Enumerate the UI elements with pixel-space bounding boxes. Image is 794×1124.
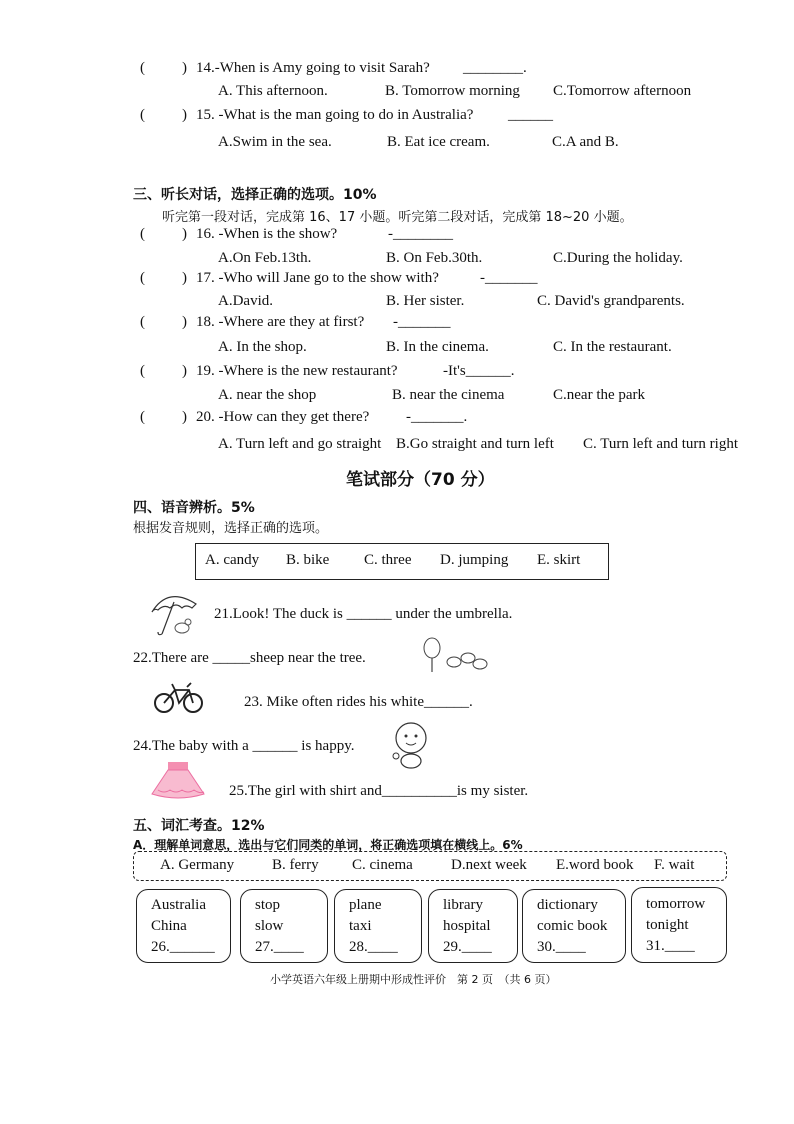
option-a: A.On Feb.13th. xyxy=(218,250,312,266)
written-part-title: 笔试部分（70 分） xyxy=(346,470,495,490)
choice-f: F. wait xyxy=(654,857,695,873)
word-group-box xyxy=(136,889,231,963)
answer-blank: 26.______ xyxy=(151,939,215,955)
word: stop xyxy=(255,897,281,913)
choice-b: B. bike xyxy=(286,552,330,568)
answer-paren-open: ( xyxy=(140,270,145,286)
answer-paren-close: ) xyxy=(182,60,187,76)
question-22: 22.There are _____sheep near the tree. xyxy=(133,650,366,666)
question-18: 18. -Where are they at first? xyxy=(196,314,365,330)
word-group-box xyxy=(428,889,518,963)
choice-a: A. Germany xyxy=(160,857,235,873)
word-group-box xyxy=(631,887,727,963)
option-c: C. In the restaurant. xyxy=(553,339,672,355)
choice-c: C. three xyxy=(364,552,412,568)
choice-e: E. skirt xyxy=(537,552,581,568)
section-3-instruction: 听完第一段对话，完成第 16、17 小题。听完第二段对话，完成第 18~20 小题。 xyxy=(162,210,633,225)
bike-picture xyxy=(153,678,205,716)
answer-paren-close: ) xyxy=(182,314,187,330)
section-4-title: 四、语音辨析。5% xyxy=(133,500,255,516)
answer-paren-close: ) xyxy=(182,363,187,379)
question-21: 21.Look! The duck is ______ under the umbrella. xyxy=(214,606,513,622)
choice-e: E.word book xyxy=(556,857,634,873)
answer-blank: ______ xyxy=(508,107,553,123)
option-a: A. near the shop xyxy=(218,387,317,403)
question-23: 23. Mike often rides his white______. xyxy=(244,694,473,710)
option-b: B. Eat ice cream. xyxy=(387,134,490,150)
answer-paren-open: ( xyxy=(140,107,145,123)
answer-blank: -_______ xyxy=(480,270,538,286)
word: library xyxy=(443,897,483,913)
word-group-box xyxy=(522,889,626,963)
choice-c: C. cinema xyxy=(352,857,413,873)
word: dictionary xyxy=(537,897,598,913)
tree-sheep-picture xyxy=(420,636,490,676)
question-14: 14.-When is Amy going to visit Sarah? xyxy=(196,60,430,76)
answer-blank: 28.____ xyxy=(349,939,398,955)
vocab-choices-box xyxy=(133,851,727,881)
option-b: B. On Feb.30th. xyxy=(386,250,483,266)
word: hospital xyxy=(443,918,491,934)
section-4-instruction: 根据发音规则，选择正确的选项。 xyxy=(133,521,329,536)
answer-paren-open: ( xyxy=(140,314,145,330)
answer-paren-close: ) xyxy=(182,226,187,242)
option-c: C.During the holiday. xyxy=(553,250,683,266)
answer-blank: -_______ xyxy=(393,314,451,330)
answer-paren-open: ( xyxy=(140,409,145,425)
answer-blank: ________. xyxy=(463,60,527,76)
option-c: C. Turn left and turn right xyxy=(583,436,739,452)
question-24: 24.The baby with a ______ is happy. xyxy=(133,738,355,754)
answer-blank: 31.____ xyxy=(646,938,695,954)
answer-paren-close: ) xyxy=(182,409,187,425)
question-16: 16. -When is the show? xyxy=(196,226,338,242)
choice-a: A. candy xyxy=(205,552,260,568)
answer-paren-open: ( xyxy=(140,226,145,242)
question-17: 17. -Who will Jane go to the show with? xyxy=(196,270,439,286)
option-c: C.Tomorrow afternoon xyxy=(553,83,692,99)
choice-b: B. ferry xyxy=(272,857,319,873)
option-a: A.David. xyxy=(218,293,273,309)
umbrella-duck-picture xyxy=(148,590,200,638)
choice-d: D. jumping xyxy=(440,552,509,568)
word: slow xyxy=(255,918,284,934)
option-c: C.near the park xyxy=(553,387,646,403)
word-group-box xyxy=(334,889,422,963)
answer-paren-close: ) xyxy=(182,270,187,286)
option-b: B. near the cinema xyxy=(392,387,505,403)
answer-blank: -It's______. xyxy=(443,363,515,379)
answer-blank: 27.____ xyxy=(255,939,304,955)
word: China xyxy=(151,918,187,934)
option-b: B. Her sister. xyxy=(386,293,465,309)
option-b: B. Tomorrow morning xyxy=(385,83,520,99)
option-a: A. This afternoon. xyxy=(218,83,328,99)
answer-paren-open: ( xyxy=(140,60,145,76)
option-c: C. David's grandparents. xyxy=(537,293,685,309)
word: taxi xyxy=(349,918,372,934)
word: plane xyxy=(349,897,382,913)
section-5-title: 五、词汇考查。12% xyxy=(133,818,265,834)
part-a-instruction: A．理解单词意思，选出与它们同类的单词，将正确选项填在横线上。6% xyxy=(133,838,523,852)
page-footer: 小学英语六年级上册期中形成性评价 第 2 页 （共 6 页） xyxy=(270,973,557,986)
question-20: 20. -How can they get there? xyxy=(196,409,370,425)
answer-paren-open: ( xyxy=(140,363,145,379)
word: comic book xyxy=(537,918,608,934)
option-a: A. Turn left and go straight xyxy=(218,436,382,452)
word-group-box xyxy=(240,889,328,963)
answer-blank: 30.____ xyxy=(537,939,586,955)
answer-blank: -________ xyxy=(388,226,453,242)
option-b: B. In the cinema. xyxy=(386,339,489,355)
question-19: 19. -Where is the new restaurant? xyxy=(196,363,398,379)
section-3-title: 三、听长对话，选择正确的选项。10% xyxy=(133,187,377,203)
answer-paren-close: ) xyxy=(182,107,187,123)
baby-picture xyxy=(386,718,436,770)
option-a: A. In the shop. xyxy=(218,339,307,355)
word: tonight xyxy=(646,917,689,933)
question-15: 15. -What is the man going to do in Australia? xyxy=(196,107,474,123)
option-c: C.A and B. xyxy=(552,134,619,150)
answer-blank: 29.____ xyxy=(443,939,492,955)
question-25: 25.The girl with shirt and__________is my sister. xyxy=(229,783,529,799)
option-b: B.Go straight and turn left xyxy=(396,436,554,452)
pink-skirt-picture xyxy=(150,760,206,800)
phonics-choices-box xyxy=(195,543,609,580)
option-a: A.Swim in the sea. xyxy=(218,134,332,150)
choice-d: D.next week xyxy=(451,857,527,873)
word: Australia xyxy=(151,897,206,913)
answer-blank: -_______. xyxy=(406,409,468,425)
word: tomorrow xyxy=(646,896,706,912)
